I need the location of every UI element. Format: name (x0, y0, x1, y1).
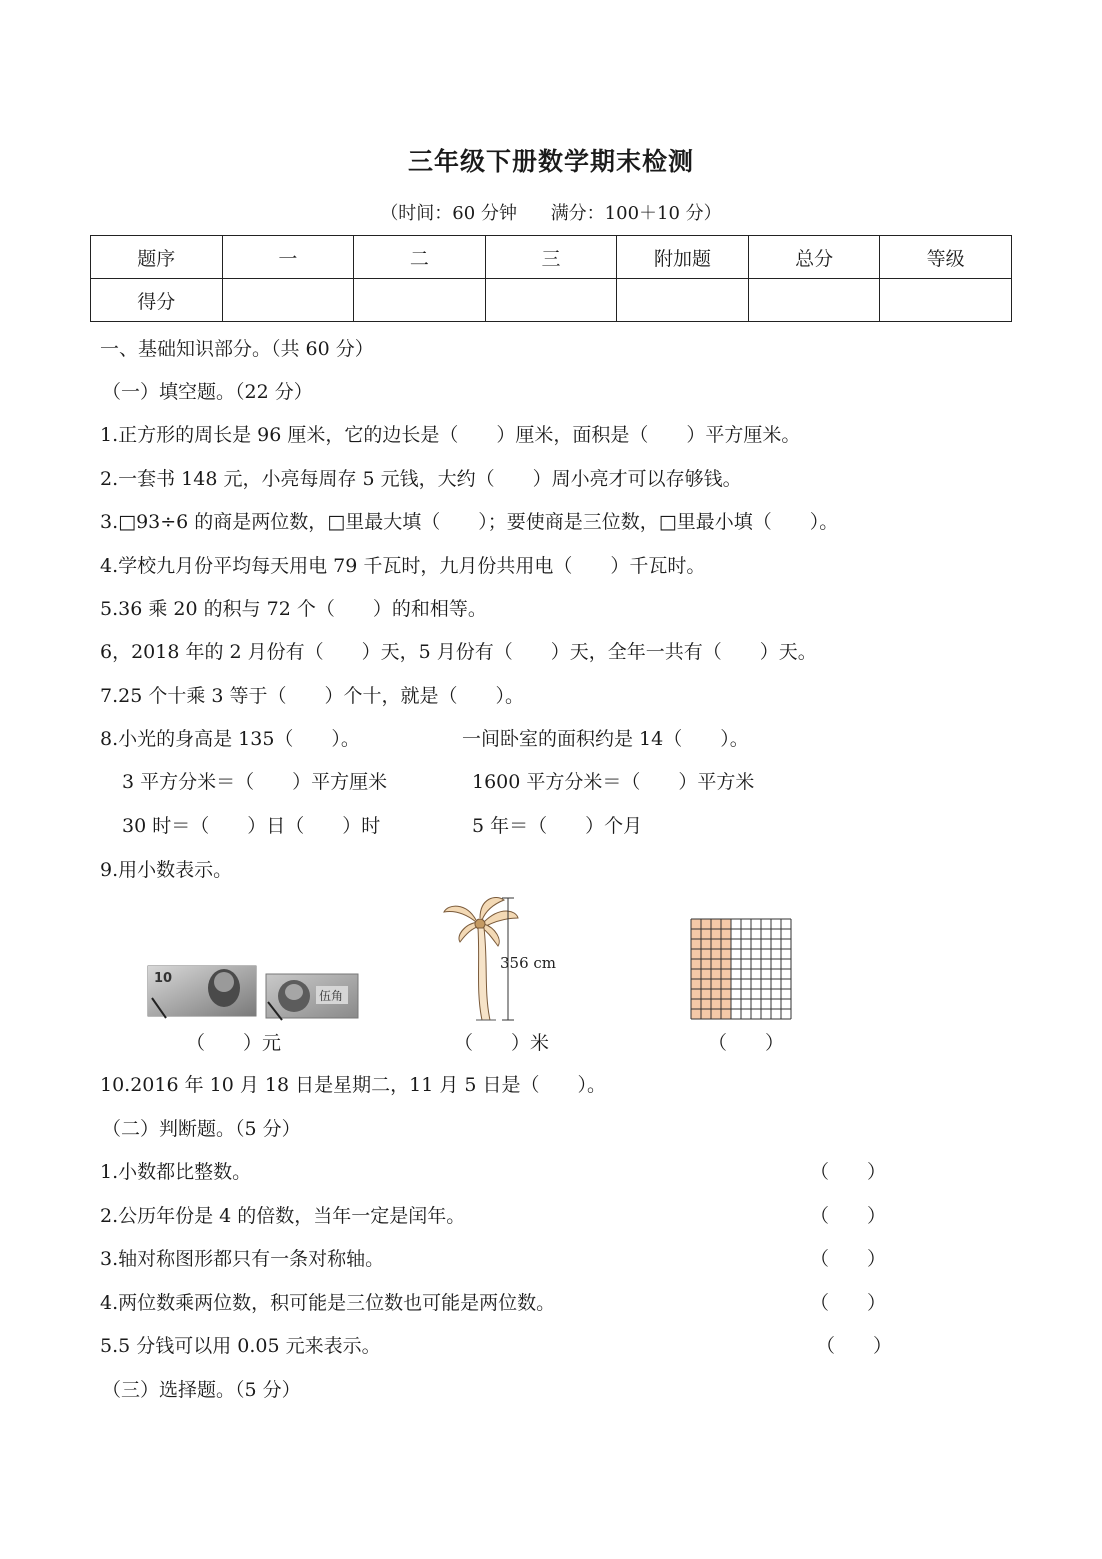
question-2: 2.一套书 148 元，小亮每周存 5 元钱，大约（ ）周小亮才可以存够钱。 (100, 468, 742, 490)
question-8c: 3 平方分米＝（ ）平方厘米 (122, 771, 388, 793)
score-cell[interactable] (222, 279, 354, 322)
score-cell[interactable] (354, 279, 486, 322)
row-label: 得分 (91, 279, 223, 322)
question-7: 7.25 个十乘 3 等于（ ）个十，就是（ ）。 (100, 685, 525, 707)
time-limit: （时间：60 分钟 (380, 203, 517, 224)
judge-blank[interactable]: （ ） (810, 1205, 887, 1227)
judge-item: 2.公历年份是 4 的倍数，当年一定是闰年。 (100, 1205, 466, 1227)
score-cell[interactable] (880, 279, 1012, 322)
choice-heading: （三）选择题。（5 分） (102, 1379, 301, 1401)
full-score: 满分：100＋10 分） (550, 203, 722, 224)
question-8b: 一间卧室的面积约是 14（ ）。 (462, 728, 749, 750)
score-table (90, 235, 1012, 322)
header-cell: 三 (485, 236, 617, 279)
question-8a: 8.小光的身高是 135（ ）。 (100, 728, 360, 750)
exam-info (0, 199, 1102, 225)
hundred-grid-image (690, 918, 792, 1020)
svg-text:10: 10 (154, 971, 173, 986)
page-title: 三年级下册数学期末检测 (407, 147, 694, 176)
judge-blank[interactable]: （ ） (810, 1248, 887, 1270)
svg-text:伍角: 伍角 (319, 989, 344, 1003)
svg-text:356 cm: 356 cm (500, 954, 557, 972)
header-cell: 一 (222, 236, 354, 279)
question-8d: 1600 平方分米＝（ ）平方米 (472, 771, 755, 793)
question-3: 3.□93÷6 的商是两位数，□里最大填（ ）；要使商是三位数，□里最小填（ ）。 (100, 511, 839, 533)
judge-blank[interactable]: （ ） (810, 1161, 887, 1183)
score-cell[interactable] (617, 279, 749, 322)
question-10: 10.2016 年 10 月 18 日是星期二，11 月 5 日是（ ）。 (100, 1074, 607, 1096)
answer-yuan: （ ）元 (186, 1032, 282, 1054)
judge-heading: （二）判断题。（5 分） (102, 1118, 301, 1140)
judge-item: 1.小数都比整数。 (100, 1161, 252, 1183)
answer-meter: （ ）米 (454, 1032, 550, 1054)
judge-item: 4.两位数乘两位数，积可能是三位数也可能是两位数。 (100, 1292, 556, 1314)
question-6: 6，2018 年的 2 月份有（ ）天，5 月份有（ ）天，全年一共有（ ）天。 (100, 641, 817, 663)
fill-heading: （一）填空题。（22 分） (102, 381, 313, 403)
question-4: 4.学校九月份平均每天用电 79 千瓦时，九月份共用电（ ）千瓦时。 (100, 555, 706, 577)
section-heading: 一、基础知识部分。（共 60 分） (100, 338, 374, 360)
question-1: 1.正方形的周长是 96 厘米，它的边长是（ ）厘米，面积是（ ）平方厘米。 (100, 424, 801, 446)
question-8e: 30 时＝（ ）日（ ）时 (122, 815, 381, 837)
score-cell[interactable] (748, 279, 880, 322)
judge-blank[interactable]: （ ） (816, 1335, 893, 1357)
header-cell: 二 (354, 236, 486, 279)
judge-item: 3.轴对称图形都只有一条对称轴。 (100, 1248, 385, 1270)
judge-blank[interactable]: （ ） (810, 1292, 887, 1314)
score-table-header (91, 236, 1012, 279)
header-cell: 总分 (748, 236, 880, 279)
header-cell: 题序 (91, 236, 223, 279)
header-cell: 附加题 (617, 236, 749, 279)
answer-decimal: （ ） (708, 1032, 785, 1054)
palm-tree-image (436, 892, 586, 1026)
header-cell: 等级 (880, 236, 1012, 279)
judge-item: 5.5 分钱可以用 0.05 元来表示。 (100, 1335, 381, 1357)
banknote-image (144, 958, 364, 1026)
question-9: 9.用小数表示。 (100, 859, 233, 881)
score-cell[interactable] (485, 279, 617, 322)
question-8f: 5 年＝（ ）个月 (472, 815, 643, 837)
score-table-row (91, 279, 1012, 322)
question-5: 5.36 乘 20 的积与 72 个（ ）的和相等。 (100, 598, 487, 620)
